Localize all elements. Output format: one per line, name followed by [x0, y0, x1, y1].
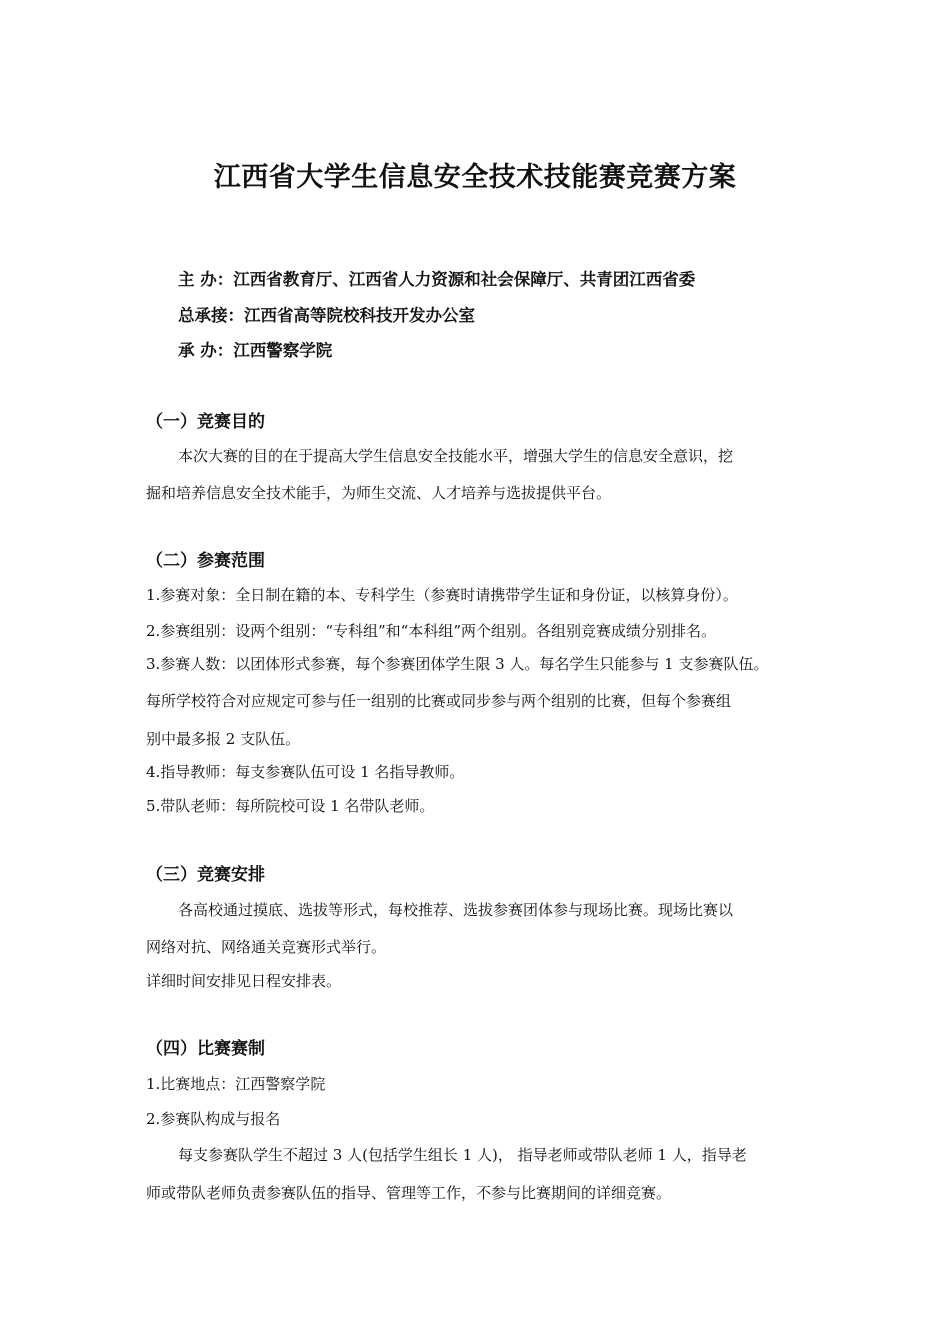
- organizer-undertaker: 承 办：江西警察学院: [178, 341, 333, 360]
- paragraph-line: 1.比赛地点：江西警察学院: [146, 1075, 326, 1093]
- paragraph-line: 各高校通过摸底、选拔等形式，每校推荐、选拔参赛团体参与现场比赛。现场比赛以: [178, 901, 734, 919]
- paragraph-line: 掘和培养信息安全技术能手，为师生交流、人才培养与选拔提供平台。: [146, 484, 612, 502]
- paragraph-line: 3.参赛人数：以团体形式参赛，每个参赛团体学生限 3 人。每名学生只能参与 1 支参赛队伍。: [146, 655, 769, 673]
- paragraph-line: 1.参赛对象：全日制在籍的本、专科学生（参赛时请携带学生证和身份证，以核算身份）。: [146, 586, 738, 604]
- paragraph-line: 2.参赛队构成与报名: [146, 1110, 281, 1128]
- paragraph-line: 2.参赛组别：设两个组别：“专科组”和“本科组”两个组别。各组别竞赛成绩分别排名。: [146, 622, 716, 640]
- paragraph-line: 4.指导教师：每支参赛队伍可设 1 名指导教师。: [146, 763, 465, 781]
- document-title: 江西省大学生信息安全技术技能赛竞赛方案: [213, 162, 737, 193]
- organizer-general-contractor: 总承接：江西省高等院校科技开发办公室: [178, 306, 475, 325]
- section-heading-purpose: （一）竞赛目的: [146, 412, 265, 432]
- paragraph-line: 别中最多报 2 支队伍。: [146, 730, 301, 748]
- paragraph-line: 每所学校符合对应规定可参与任一组别的比赛或同步参与两个组别的比赛，但每个参赛组: [146, 692, 732, 710]
- section-heading-scope: （二）参赛范围: [146, 551, 265, 571]
- paragraph-line: 网络对抗、网络通关竞赛形式举行。: [146, 938, 387, 956]
- paragraph-line: 详细时间安排见日程安排表。: [146, 972, 342, 990]
- paragraph-line: 本次大赛的目的在于提高大学生信息安全技能水平，增强大学生的信息安全意识，挖: [178, 447, 734, 465]
- section-heading-schedule: （三）竞赛安排: [146, 865, 265, 885]
- organizer-host: 主 办：江西省教育厅、江西省人力资源和社会保障厅、共青团江西省委: [178, 270, 696, 289]
- paragraph-line: 5.带队老师：每所院校可设 1 名带队老师。: [146, 797, 435, 815]
- paragraph-line: 每支参赛队学生不超过 3 人(包括学生组长 1 人)， 指导老师或带队老师 1 人，指导老: [178, 1146, 747, 1164]
- section-heading-format: （四）比赛赛制: [146, 1039, 265, 1059]
- paragraph-line: 师或带队老师负责参赛队伍的指导、管理等工作，不参与比赛期间的详细竞赛。: [146, 1184, 672, 1202]
